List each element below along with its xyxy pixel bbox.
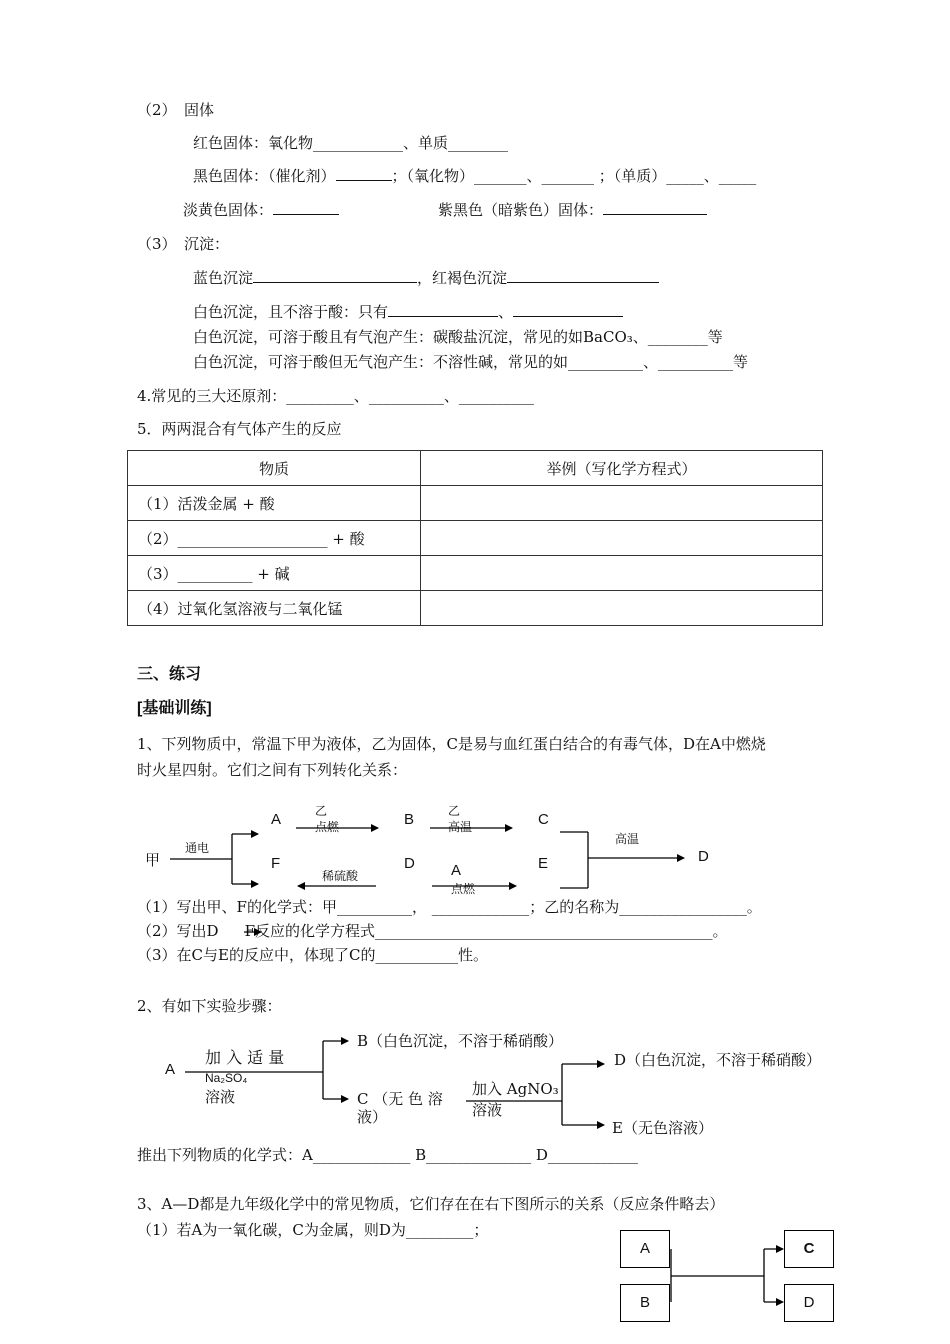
q1-text-line-2: 时火星四射。它们之间有下列转化关系：	[137, 761, 408, 779]
q3-text: 3、A—D都是九年级化学中的常见物质，它们存在在右下图所示的关系（反应条件略去）	[137, 1195, 725, 1213]
precipitate-heading: （3） 沉淀：	[137, 235, 230, 253]
q3-box-B: B	[620, 1284, 670, 1322]
q3-box-A: A	[620, 1230, 670, 1268]
practice-title: 三、练习	[137, 666, 202, 683]
q2-node-D: D（白色沉淀，不溶于稀硝酸）	[614, 1051, 822, 1069]
q2-node-B: B（白色沉淀，不溶于稀硝酸）	[357, 1032, 564, 1050]
q2-title: 2、有如下实验步骤：	[137, 997, 282, 1015]
black-solid-label: 黑色固体：（催化剂）	[193, 167, 336, 185]
node-jia: 甲	[145, 852, 161, 869]
purple-solid-label: 紫黑色（暗紫色）固体：	[438, 201, 604, 219]
label-ignite-1: 点燃	[315, 820, 340, 834]
label-ignite-2: 点燃	[451, 882, 476, 896]
label-dilute-acid: 稀硫酸	[322, 869, 359, 883]
q2-node-E: E（无色溶液）	[612, 1119, 713, 1137]
q2-reagent-2-line-2: 溶液	[472, 1101, 503, 1119]
q2-node-A: A	[165, 1061, 176, 1078]
q2-answer-line: 推出下列物质的化学式：A_____________ B______________ D____________	[137, 1146, 638, 1164]
node-F: F	[271, 855, 281, 872]
table-cell: （3）__________ + 碱	[128, 556, 421, 591]
label-yi-1: 乙	[315, 804, 328, 818]
q1-sub-2-text: F反应的化学方程式_____________________________________________。	[244, 922, 728, 940]
label-A: A	[451, 862, 462, 879]
white-precipitate-label: 白色沉淀，且不溶于酸：只有	[193, 303, 389, 321]
q3-box-D: D	[784, 1284, 834, 1322]
node-C: C	[538, 811, 549, 828]
q2-reagent-1-line-1: 加 入 适 量	[205, 1048, 285, 1067]
item-5: 5．两两混合有气体产生的反应	[137, 420, 342, 438]
table-header: 举例（写化学方程式）	[421, 451, 823, 486]
yellow-solid-label: 淡黄色固体：	[183, 201, 274, 219]
blue-precipitate-label: 蓝色沉淀	[193, 269, 254, 287]
label-hightemp-1: 高温	[448, 820, 473, 834]
table-cell: （1）活泼金属 + 酸	[128, 486, 421, 521]
q3-box-C: C	[784, 1230, 834, 1268]
solid-heading: （2） 固体	[137, 101, 215, 119]
node-A: A	[271, 811, 282, 828]
item-4: 4.常见的三大还原剂：_________、__________、__________	[137, 387, 534, 405]
q1-sub-3: （3）在C与E的反应中，体现了C的___________性。	[137, 946, 488, 964]
table-header: 物质	[128, 451, 421, 486]
label-hightemp-2: 高温	[615, 832, 640, 846]
white-precipitate-line-2: 白色沉淀，可溶于酸且有气泡产生：碳酸盐沉淀，常见的如BaCO₃、________等	[193, 328, 723, 346]
node-B: B	[404, 811, 415, 828]
white-precipitate-line-3: 白色沉淀，可溶于酸但无气泡产生：不溶性碱，常见的如__________、__________等	[193, 353, 749, 371]
node-D: D	[404, 855, 415, 872]
label-electrolysis: 通电	[185, 841, 210, 855]
q2-reagent-1-line-3: 溶液	[205, 1088, 236, 1106]
q2-node-C-line-2: 液）	[357, 1108, 388, 1126]
q1-sub-2-label: （2）写出D	[137, 922, 219, 940]
table-cell: （4）过氧化氢溶液与二氧化锰	[128, 591, 421, 626]
q1-sub-1: （1）写出甲、F的化学式：甲__________， _____________；乙的名称为_________________。	[137, 898, 762, 916]
black-solid-rest: ；（氧化物）_______、_______ ；（单质）_____、_____	[391, 167, 757, 185]
node-D-output: D	[698, 848, 709, 865]
node-E: E	[538, 855, 549, 872]
q2-node-C-line-1: C （无 色 溶	[357, 1090, 443, 1108]
q1-text-line-1: 1、下列物质中，常温下甲为液体，乙为固体，C是易与血红蛋白结合的有毒气体，D在A中燃烧	[137, 735, 766, 753]
redbrown-precipitate-label: ，红褐色沉淀	[417, 269, 508, 287]
table-cell: （2）____________________ + 酸	[128, 521, 421, 556]
practice-subtitle: [基础训练]	[137, 700, 212, 717]
q2-reagent-1-formula: Na₂SO₄	[205, 1071, 248, 1085]
label-yi-2: 乙	[448, 804, 461, 818]
red-solid-line: 红色固体：氧化物____________、单质________	[193, 134, 509, 152]
separator: 、	[498, 303, 514, 321]
q2-reagent-2-line-1: 加入 AgNO₃	[472, 1080, 559, 1098]
q3-sub-1: （1）若A为一氧化碳，C为金属，则D为_________；	[137, 1221, 489, 1239]
